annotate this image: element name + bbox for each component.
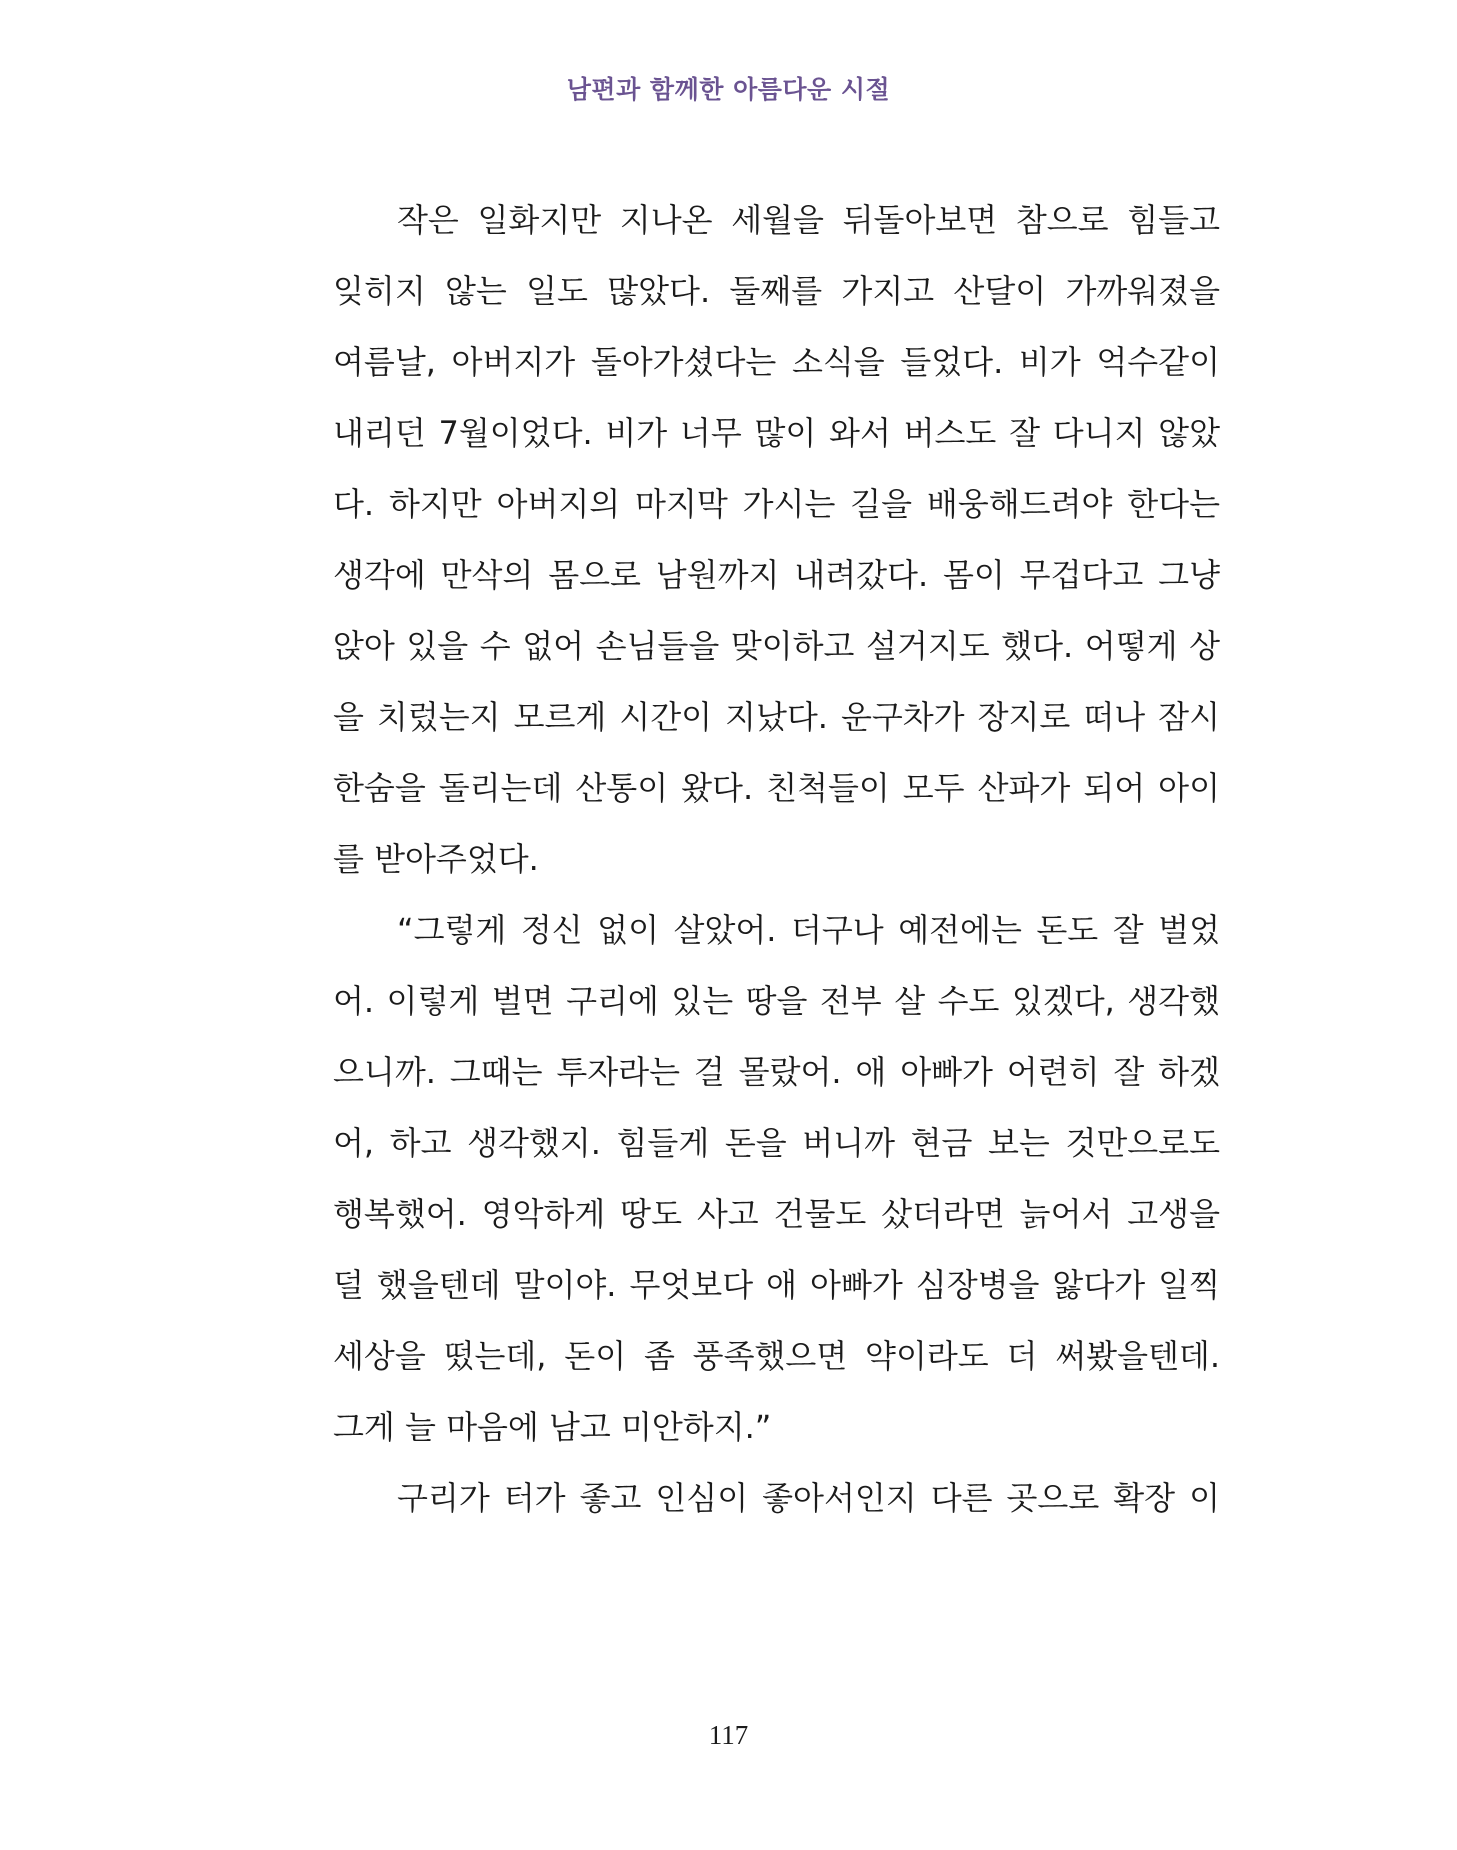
page-number: 117 xyxy=(708,1720,749,1750)
text-line: 여름날, 아버지가 돌아가셨다는 소식을 들었다. 비가 억수같이 xyxy=(333,343,1220,381)
text-line: 어, 하고 생각했지. 힘들게 돈을 버니까 현금 보는 것만으로도 xyxy=(333,1124,1220,1162)
text-line: 작은 일화지만 지나온 세월을 뒤돌아보면 참으로 힘들고 xyxy=(397,201,1220,239)
text-line: 앉아 있을 수 없어 손님들을 맞이하고 설거지도 했다. 어떻게 상 xyxy=(333,627,1220,665)
text-line: 어. 이렇게 벌면 구리에 있는 땅을 전부 살 수도 있겠다, 생각했 xyxy=(333,982,1220,1020)
paragraph-3 xyxy=(333,1474,1220,1545)
text-line: 다. 하지만 아버지의 마지막 가시는 길을 배웅해드려야 한다는 xyxy=(333,485,1220,523)
running-header: 남편과 함께한 아름다운 시절 xyxy=(566,75,891,104)
text-line: 한숨을 돌리는데 산통이 왔다. 친척들이 모두 산파가 되어 아이 xyxy=(333,769,1220,807)
body-text xyxy=(333,196,1220,1545)
text-line: 그게 늘 마음에 남고 미안하지.” xyxy=(333,1408,772,1446)
paragraph-1 xyxy=(333,196,1220,906)
text-line: 을 치렀는지 모르게 시간이 지났다. 운구차가 장지로 떠나 잠시 xyxy=(333,698,1220,736)
text-line: “그렇게 정신 없이 살았어. 더구나 예전에는 돈도 잘 벌었 xyxy=(397,911,1220,949)
text-line: 생각에 만삭의 몸으로 남원까지 내려갔다. 몸이 무겁다고 그냥 xyxy=(333,556,1220,594)
text-line: 내리던 7월이었다. 비가 너무 많이 와서 버스도 잘 다니지 않았 xyxy=(333,414,1220,452)
text-line: 를 받아주었다. xyxy=(333,840,539,878)
text-line: 구리가 터가 좋고 인심이 좋아서인지 다른 곳으로 확장 이 xyxy=(397,1479,1220,1517)
paragraph-2 xyxy=(333,906,1220,1474)
text-line: 행복했어. 영악하게 땅도 사고 건물도 샀더라면 늙어서 고생을 xyxy=(333,1195,1220,1233)
text-line: 으니까. 그때는 투자라는 걸 몰랐어. 애 아빠가 어련히 잘 하겠 xyxy=(333,1053,1220,1091)
text-line: 덜 했을텐데 말이야. 무엇보다 애 아빠가 심장병을 앓다가 일찍 xyxy=(333,1266,1220,1304)
text-line: 세상을 떴는데, 돈이 좀 풍족했으면 약이라도 더 써봤을텐데. xyxy=(333,1337,1220,1375)
text-line: 잊히지 않는 일도 많았다. 둘째를 가지고 산달이 가까워졌을 xyxy=(333,272,1220,310)
